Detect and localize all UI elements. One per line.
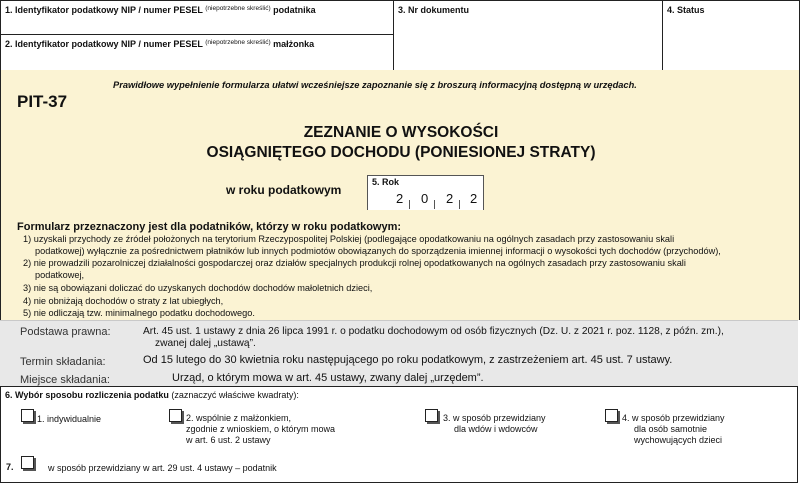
year-box[interactable] [367,175,484,210]
intended-line: 5) nie odliczają tzw. minimalnego podatku dochodowego. [23,308,255,318]
intended-line: 4) nie obniżają dochodów o straty z lat ubiegłych, [23,296,224,306]
intended-line: 3) nie są obowiązani doliczać do uzyskanych dochodów dochodów małoletnich dzieci, [23,283,373,293]
option-single-parent-label: 4. w sposób przewidziany [622,413,725,423]
document-number-field[interactable] [393,0,663,71]
option-widow-label: dla wdów i wdowców [454,424,538,434]
option-widow[interactable] [425,409,438,427]
intended-line: podatkowej) wyłącznie za pośrednictwem płatników lub innych podmiotów obowiązanych do sporządzenia imiennej informacji o wysokości tych dochodów (przychodów), [35,246,721,256]
intended-heading: Formularz przeznaczony jest dla podatników, którzy w roku podatkowym: [17,221,402,233]
checkbox-field7[interactable] [21,456,34,469]
intended-line: 1) uzyskali przychody ze źródeł położonych na terytorium Rzeczypospolitej Polskiej (podlegające opodatkowaniu na ogólnych zasadach przy zastosowaniu skali [23,234,675,244]
legal-info-section [0,320,798,387]
deadline-label: Termin składania: [20,356,106,368]
form-code: PIT-37 [17,92,68,111]
basis-text-continuation: zwanej dalej „ustawą”. [155,338,256,349]
option-joint-label: 2. wspólnie z małżonkiem, [186,413,292,423]
method-heading: 6. Wybór sposobu rozliczenia podatku (zaznaczyć właściwe kwadraty): [5,390,299,400]
year-separator [459,200,460,209]
option-joint[interactable] [169,409,182,427]
checkbox-joint[interactable] [169,409,182,422]
field7-option[interactable] [21,456,34,474]
year-box-label: 5. Rok [372,177,400,187]
checkbox-single-parent[interactable] [605,409,618,422]
field1-label: 1. Identyfikator podatkowy NIP / numer PESEL $^{(niepotrzebne skreślić)}$ podatnika [5,5,316,15]
field7-number: 7. [6,462,14,472]
option-single-parent-label: wychowujących dzieci [634,435,723,445]
field4-label: 4. Status [667,5,705,15]
year-separator [434,200,435,209]
basis-label: Podstawa prawna: [20,326,111,338]
checkbox-widow[interactable] [425,409,438,422]
option-single-parent-label: dla osób samotnie [634,424,708,434]
intended-line: 2) nie prowadzili pozarolniczej działalności gospodarczej oraz działów specjalnych produkcji rolnej opodatkowanych na ogólnych zasadach przy zastosowaniu skali [23,258,686,268]
year-digit: 2 [446,191,454,206]
field2-note: (niepotrzebne skreślić) [205,39,271,46]
nip-pesel-taxpayer-field[interactable] [0,0,394,36]
option-individual[interactable] [21,409,34,427]
option-joint-label: w art. 6 ust. 2 ustawy [186,435,271,445]
field2-label: 2. Identyfikator podatkowy NIP / numer PESEL $^{(niepotrzebne skreślić)}$ małżonka [5,39,315,49]
option-widow-label: 3. w sposób przewidziany [443,413,546,423]
checkbox-individual[interactable] [21,409,34,422]
field7-text: w sposób przewidziany w art. 29 ust. 4 ustawy – podatnik [48,463,277,473]
year-digit: 2 [396,191,404,206]
status-field[interactable] [662,0,800,71]
form-notice: Prawidłowe wypełnienie formularza ułatwi wcześniejsze zapoznanie się z broszurą informacyjną dostępną w urzędach. [113,80,637,90]
tax-year-label: w roku podatkowym [226,183,342,197]
field7-row [0,453,798,483]
year-digit: 0 [421,191,429,206]
option-single-parent[interactable] [605,409,618,427]
nip-pesel-spouse-field[interactable] [0,34,394,71]
basis-text: Art. 45 ust. 1 ustawy z dnia 26 lipca 1991 r. o podatku dochodowym od osób fizycznych (Dz. U. z 2021 r. poz. 1128, z późn. zm.), [143,326,724,337]
form-title-line2: OSIĄGNIĘTEGO DOCHODU (PONIESIONEJ STRATY) [206,144,596,161]
option-joint-label: zgodnie z wnioskiem, o którym mowa [186,424,336,434]
place-label: Miejsce składania: [20,374,110,386]
form-title-line1: ZEZNANIE O WYSOKOŚCI [303,124,499,141]
deadline-text: Od 15 lutego do 30 kwietnia roku następującego po roku podatkowym, z zastrzeżeniem art. 45 ust. 7 ustawy. [143,354,673,366]
intended-line: podatkowej, [35,270,85,280]
settlement-method-section [0,386,798,455]
year-separator [409,200,410,209]
form-header-section [0,70,800,320]
option-individual-label: 1. indywidualnie [37,414,102,424]
field3-label: 3. Nr dokumentu [398,5,470,15]
method-heading-note: (zaznaczyć właściwe kwadraty): [171,390,299,400]
year-digit: 2 [470,191,478,206]
place-text: Urząd, o którym mowa w art. 45 ustawy, zwany dalej „urzędem”. [172,372,484,384]
field1-note: (niepotrzebne skreślić) [205,5,271,12]
